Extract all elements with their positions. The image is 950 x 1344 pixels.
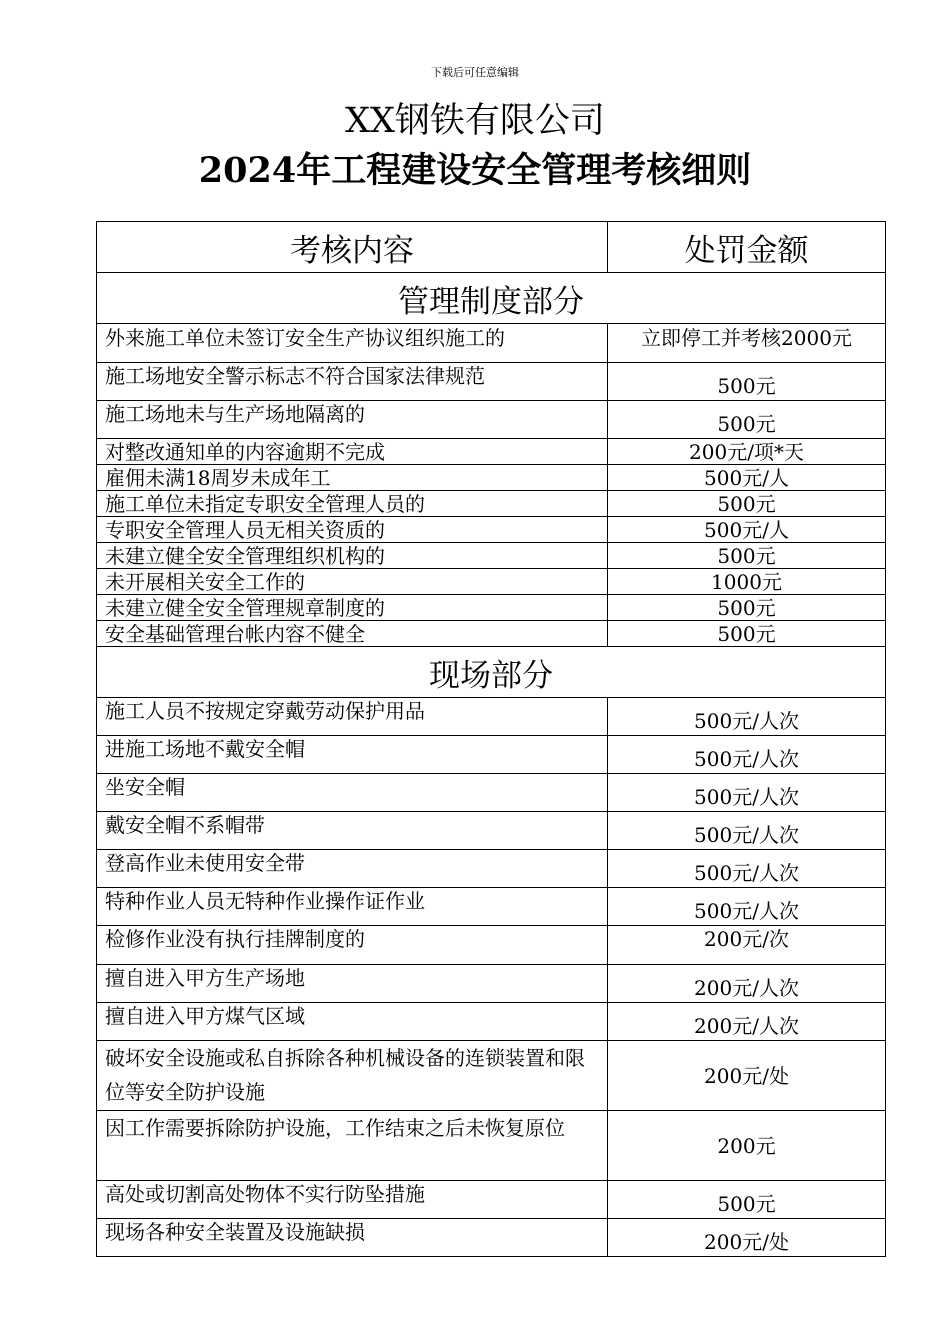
row-content: 安全基础管理台帐内容不健全 (97, 621, 608, 647)
table-row (97, 465, 886, 491)
section-title: 管理制度部分 (97, 273, 886, 324)
assessment-table (96, 221, 886, 1257)
row-content: 外来施工单位未签订安全生产协议组织施工的 (97, 324, 608, 363)
row-penalty: 200元/项*天 (608, 439, 886, 465)
table-row (97, 698, 886, 736)
row-penalty: 200元/人次 (608, 1003, 886, 1041)
header-note: 下载后可任意编辑 (431, 66, 519, 79)
row-penalty: 500元/人次 (608, 736, 886, 774)
row-content: 进施工场地不戴安全帽 (97, 736, 608, 774)
table-row (97, 491, 886, 517)
row-content: 擅自进入甲方生产场地 (97, 965, 608, 1003)
row-content: 未建立健全安全管理组织机构的 (97, 543, 608, 569)
row-content: 对整改通知单的内容逾期不完成 (97, 439, 608, 465)
row-penalty: 500元 (608, 1181, 886, 1219)
row-content: 施工场地安全警示标志不符合国家法律规范 (97, 363, 608, 401)
row-penalty: 500元/人次 (608, 850, 886, 888)
row-content: 施工人员不按规定穿戴劳动保护用品 (97, 698, 608, 736)
table-row (97, 965, 886, 1003)
table-header-row (97, 222, 886, 273)
row-penalty: 500元 (608, 621, 886, 647)
table-row (97, 1181, 886, 1219)
row-penalty: 500元/人次 (608, 812, 886, 850)
document-title-company: XX钢铁有限公司 (345, 101, 605, 141)
row-content: 雇佣未满18周岁未成年工 (97, 465, 608, 491)
row-content: 登高作业未使用安全带 (97, 850, 608, 888)
row-penalty: 500元/人 (608, 517, 886, 543)
row-penalty: 500元 (608, 543, 886, 569)
row-penalty: 1000元 (608, 569, 886, 595)
table-row (97, 595, 886, 621)
row-content: 特种作业人员无特种作业操作证作业 (97, 888, 608, 926)
column-header-penalty: 处罚金额 (608, 222, 886, 273)
row-content: 现场各种安全装置及设施缺损 (97, 1219, 608, 1257)
section-title: 现场部分 (97, 647, 886, 698)
table-row (97, 439, 886, 465)
table-row (97, 324, 886, 363)
table-row (97, 517, 886, 543)
row-penalty: 500元 (608, 595, 886, 621)
row-penalty: 500元/人次 (608, 698, 886, 736)
table-row (97, 774, 886, 812)
table-row (97, 850, 886, 888)
row-penalty: 200元 (608, 1111, 886, 1181)
row-penalty: 500元 (608, 401, 886, 439)
table-row (97, 363, 886, 401)
row-penalty: 立即停工并考核2000元 (608, 324, 886, 363)
row-content: 检修作业没有执行挂牌制度的 (97, 926, 608, 965)
row-penalty: 500元 (608, 363, 886, 401)
row-content: 擅自进入甲方煤气区域 (97, 1003, 608, 1041)
row-penalty: 200元/次 (608, 926, 886, 965)
table-row (97, 401, 886, 439)
table-row (97, 569, 886, 595)
table-row (97, 926, 886, 965)
row-content: 因工作需要拆除防护设施，工作结束之后未恢复原位 (97, 1111, 608, 1181)
row-penalty: 200元/处 (608, 1219, 886, 1257)
row-penalty: 500元/人 (608, 465, 886, 491)
table-row (97, 888, 886, 926)
row-content: 专职安全管理人员无相关资质的 (97, 517, 608, 543)
row-content: 施工单位未指定专职安全管理人员的 (97, 491, 608, 517)
row-penalty: 500元 (608, 491, 886, 517)
row-content: 未开展相关安全工作的 (97, 569, 608, 595)
table-row (97, 543, 886, 569)
row-penalty: 200元/人次 (608, 965, 886, 1003)
row-content: 未建立健全安全管理规章制度的 (97, 595, 608, 621)
table-row (97, 1219, 886, 1257)
row-content: 破坏安全设施或私自拆除各种机械设备的连锁装置和限位等安全防护设施 (97, 1041, 608, 1111)
section-header-management (97, 273, 886, 324)
table-row (97, 812, 886, 850)
row-content: 施工场地未与生产场地隔离的 (97, 401, 608, 439)
table-row (97, 736, 886, 774)
column-header-content: 考核内容 (97, 222, 608, 273)
section-header-site (97, 647, 886, 698)
row-penalty: 200元/处 (608, 1041, 886, 1111)
table-row (97, 1003, 886, 1041)
document-title-rules: 2024年工程建设安全管理考核细则 (198, 150, 752, 191)
row-penalty: 500元/人次 (608, 774, 886, 812)
table-row (97, 621, 886, 647)
table-row (97, 1111, 886, 1181)
row-penalty: 500元/人次 (608, 888, 886, 926)
row-content: 坐安全帽 (97, 774, 608, 812)
row-content: 高处或切割高处物体不实行防坠措施 (97, 1181, 608, 1219)
table-row (97, 1041, 886, 1111)
row-content: 戴安全帽不系帽带 (97, 812, 608, 850)
